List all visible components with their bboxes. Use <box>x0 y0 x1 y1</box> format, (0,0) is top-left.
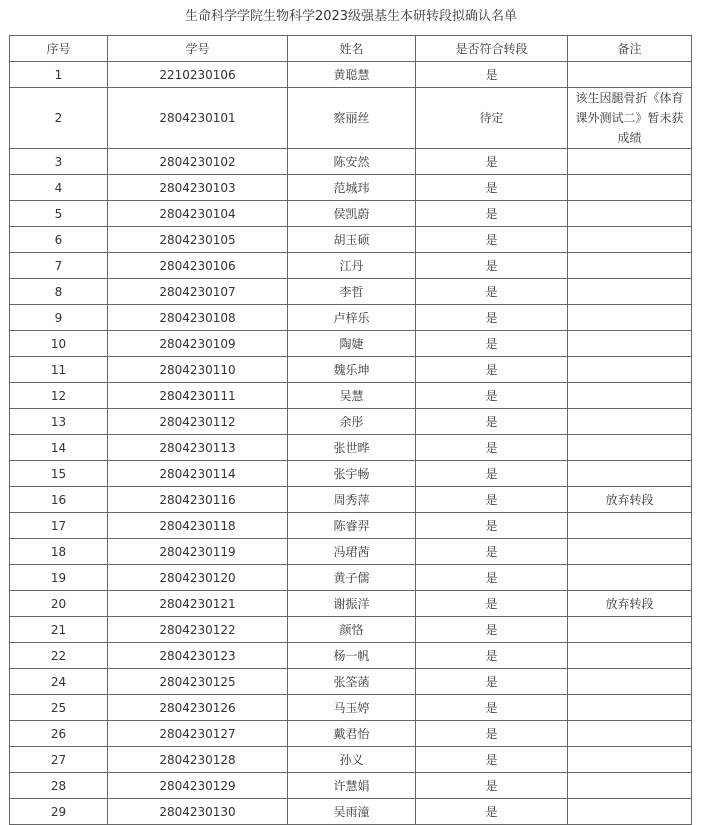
cell-remarks <box>568 669 692 695</box>
cell-index: 4 <box>10 175 108 201</box>
table-body <box>10 62 692 825</box>
cell-name: 许慧娟 <box>288 773 416 799</box>
cell-index: 6 <box>10 227 108 253</box>
cell-eligible: 是 <box>416 513 568 539</box>
cell-remarks <box>568 565 692 591</box>
table-row <box>10 253 692 279</box>
roster-table <box>9 35 692 825</box>
cell-index: 3 <box>10 149 108 175</box>
cell-name: 杨一帆 <box>288 643 416 669</box>
cell-student-id: 2804230111 <box>108 383 288 409</box>
cell-remarks <box>568 721 692 747</box>
cell-student-id: 2804230113 <box>108 435 288 461</box>
cell-student-id: 2210230106 <box>108 62 288 88</box>
cell-name: 冯珺茜 <box>288 539 416 565</box>
table-row <box>10 227 692 253</box>
cell-eligible: 是 <box>416 175 568 201</box>
cell-student-id: 2804230108 <box>108 305 288 331</box>
cell-remarks <box>568 409 692 435</box>
cell-eligible: 是 <box>416 539 568 565</box>
cell-name: 孙义 <box>288 747 416 773</box>
table-row <box>10 487 692 513</box>
cell-student-id: 2804230104 <box>108 201 288 227</box>
cell-index: 7 <box>10 253 108 279</box>
table-row <box>10 201 692 227</box>
cell-eligible: 是 <box>416 591 568 617</box>
table-row <box>10 149 692 175</box>
cell-remarks <box>568 331 692 357</box>
cell-name: 江丹 <box>288 253 416 279</box>
cell-remarks <box>568 513 692 539</box>
cell-remarks <box>568 149 692 175</box>
cell-remarks <box>568 62 692 88</box>
cell-student-id: 2804230119 <box>108 539 288 565</box>
cell-name: 胡玉硕 <box>288 227 416 253</box>
cell-index: 22 <box>10 643 108 669</box>
cell-name: 魏乐坤 <box>288 357 416 383</box>
cell-student-id: 2804230106 <box>108 253 288 279</box>
cell-eligible: 是 <box>416 383 568 409</box>
cell-name: 吴慧 <box>288 383 416 409</box>
table-row <box>10 669 692 695</box>
cell-index: 29 <box>10 799 108 825</box>
cell-eligible: 是 <box>416 305 568 331</box>
document-title: 生命科学学院生物科学2023级强基生本研转段拟确认名单 <box>184 9 518 24</box>
cell-name: 黄聪慧 <box>288 62 416 88</box>
cell-name: 陶婕 <box>288 331 416 357</box>
cell-eligible: 是 <box>416 253 568 279</box>
cell-remarks: 放弃转段 <box>568 487 692 513</box>
table-row <box>10 513 692 539</box>
cell-name: 察丽丝 <box>288 88 416 149</box>
table-row <box>10 461 692 487</box>
cell-remarks <box>568 695 692 721</box>
cell-student-id: 2804230121 <box>108 591 288 617</box>
cell-name: 陈睿羿 <box>288 513 416 539</box>
cell-eligible: 是 <box>416 487 568 513</box>
cell-eligible: 是 <box>416 357 568 383</box>
table-row <box>10 747 692 773</box>
cell-index: 11 <box>10 357 108 383</box>
table-row <box>10 331 692 357</box>
cell-eligible: 是 <box>416 435 568 461</box>
cell-student-id: 2804230127 <box>108 721 288 747</box>
cell-index: 26 <box>10 721 108 747</box>
table-row <box>10 357 692 383</box>
table-row <box>10 773 692 799</box>
table-row <box>10 409 692 435</box>
cell-index: 14 <box>10 435 108 461</box>
header-name: 姓名 <box>288 36 416 62</box>
cell-name: 侯凯蔚 <box>288 201 416 227</box>
cell-eligible: 是 <box>416 62 568 88</box>
cell-remarks: 放弃转段 <box>568 591 692 617</box>
cell-remarks <box>568 357 692 383</box>
table-row <box>10 62 692 88</box>
cell-index: 27 <box>10 747 108 773</box>
cell-remarks <box>568 435 692 461</box>
cell-name: 余彤 <box>288 409 416 435</box>
table-row <box>10 88 692 149</box>
cell-index: 10 <box>10 331 108 357</box>
cell-remarks <box>568 773 692 799</box>
cell-index: 21 <box>10 617 108 643</box>
cell-remarks <box>568 279 692 305</box>
cell-remarks: 该生因腿骨折《体育课外测试二》暂未获成绩 <box>568 88 692 149</box>
cell-name: 张世晔 <box>288 435 416 461</box>
cell-name: 马玉婷 <box>288 695 416 721</box>
table-row <box>10 175 692 201</box>
cell-student-id: 2804230114 <box>108 461 288 487</box>
cell-index: 24 <box>10 669 108 695</box>
cell-name: 张筌菡 <box>288 669 416 695</box>
cell-student-id: 2804230118 <box>108 513 288 539</box>
table-row <box>10 539 692 565</box>
cell-eligible: 是 <box>416 747 568 773</box>
cell-student-id: 2804230109 <box>108 331 288 357</box>
cell-remarks <box>568 539 692 565</box>
cell-index: 8 <box>10 279 108 305</box>
cell-student-id: 2804230116 <box>108 487 288 513</box>
table-row <box>10 721 692 747</box>
cell-eligible: 是 <box>416 279 568 305</box>
cell-remarks <box>568 747 692 773</box>
cell-index: 12 <box>10 383 108 409</box>
cell-remarks <box>568 617 692 643</box>
cell-student-id: 2804230126 <box>108 695 288 721</box>
cell-student-id: 2804230102 <box>108 149 288 175</box>
cell-student-id: 2804230123 <box>108 643 288 669</box>
cell-eligible: 是 <box>416 227 568 253</box>
cell-eligible: 是 <box>416 201 568 227</box>
cell-name: 戴君怡 <box>288 721 416 747</box>
table-row <box>10 617 692 643</box>
table-row <box>10 305 692 331</box>
cell-remarks <box>568 305 692 331</box>
cell-index: 13 <box>10 409 108 435</box>
cell-index: 15 <box>10 461 108 487</box>
cell-remarks <box>568 253 692 279</box>
header-student-id: 学号 <box>108 36 288 62</box>
cell-index: 1 <box>10 62 108 88</box>
cell-student-id: 2804230120 <box>108 565 288 591</box>
cell-eligible: 是 <box>416 461 568 487</box>
cell-eligible: 是 <box>416 773 568 799</box>
cell-student-id: 2804230103 <box>108 175 288 201</box>
cell-eligible: 是 <box>416 669 568 695</box>
cell-index: 17 <box>10 513 108 539</box>
cell-student-id: 2804230128 <box>108 747 288 773</box>
cell-name: 周秀萍 <box>288 487 416 513</box>
cell-name: 范城玮 <box>288 175 416 201</box>
cell-eligible: 是 <box>416 643 568 669</box>
cell-eligible: 是 <box>416 409 568 435</box>
cell-index: 2 <box>10 88 108 149</box>
cell-index: 5 <box>10 201 108 227</box>
table-header-row <box>10 36 692 62</box>
cell-index: 19 <box>10 565 108 591</box>
cell-name: 卢梓乐 <box>288 305 416 331</box>
cell-name: 陈安然 <box>288 149 416 175</box>
cell-name: 张宇畅 <box>288 461 416 487</box>
cell-student-id: 2804230110 <box>108 357 288 383</box>
cell-eligible: 是 <box>416 799 568 825</box>
cell-index: 9 <box>10 305 108 331</box>
cell-eligible: 是 <box>416 331 568 357</box>
cell-index: 18 <box>10 539 108 565</box>
cell-eligible: 是 <box>416 695 568 721</box>
cell-student-id: 2804230129 <box>108 773 288 799</box>
cell-student-id: 2804230105 <box>108 227 288 253</box>
cell-eligible: 是 <box>416 565 568 591</box>
table-row <box>10 435 692 461</box>
cell-eligible: 是 <box>416 721 568 747</box>
cell-name: 黄子儒 <box>288 565 416 591</box>
cell-eligible: 是 <box>416 617 568 643</box>
cell-name: 颜恪 <box>288 617 416 643</box>
cell-remarks <box>568 643 692 669</box>
cell-student-id: 2804230101 <box>108 88 288 149</box>
header-eligible: 是否符合转段 <box>416 36 568 62</box>
cell-student-id: 2804230130 <box>108 799 288 825</box>
table-row <box>10 643 692 669</box>
cell-eligible: 是 <box>416 149 568 175</box>
cell-student-id: 2804230112 <box>108 409 288 435</box>
header-index: 序号 <box>10 36 108 62</box>
table-row <box>10 279 692 305</box>
cell-student-id: 2804230125 <box>108 669 288 695</box>
cell-index: 20 <box>10 591 108 617</box>
cell-remarks <box>568 383 692 409</box>
cell-name: 吴雨潼 <box>288 799 416 825</box>
table-row <box>10 565 692 591</box>
cell-remarks <box>568 227 692 253</box>
cell-index: 25 <box>10 695 108 721</box>
cell-name: 谢振洋 <box>288 591 416 617</box>
cell-remarks <box>568 461 692 487</box>
table-row <box>10 383 692 409</box>
cell-student-id: 2804230107 <box>108 279 288 305</box>
cell-eligible: 待定 <box>416 88 568 149</box>
header-remarks: 备注 <box>568 36 692 62</box>
table-row <box>10 695 692 721</box>
cell-remarks <box>568 201 692 227</box>
cell-index: 16 <box>10 487 108 513</box>
cell-name: 李哲 <box>288 279 416 305</box>
table-row <box>10 591 692 617</box>
cell-index: 28 <box>10 773 108 799</box>
cell-remarks <box>568 175 692 201</box>
cell-student-id: 2804230122 <box>108 617 288 643</box>
